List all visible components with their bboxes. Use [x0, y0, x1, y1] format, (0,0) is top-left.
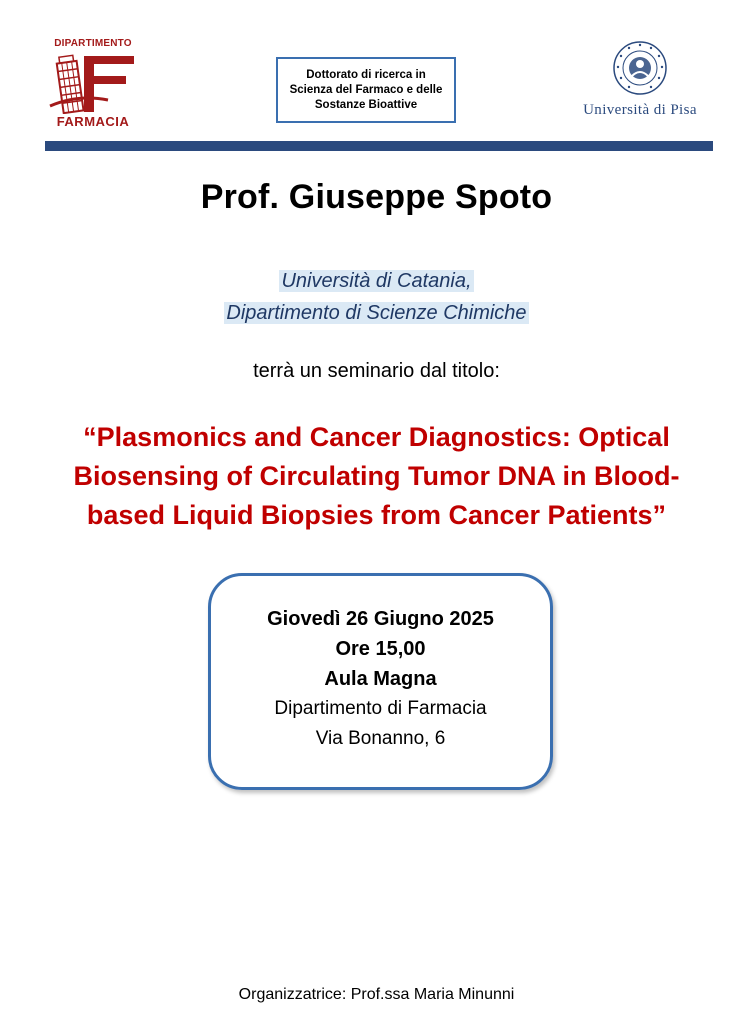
department-logo-top-text: DIPARTIMENTO	[54, 38, 132, 49]
speaker-affiliation-line-2	[0, 302, 753, 325]
seminar-title	[40, 418, 713, 535]
phd-program-box	[276, 57, 456, 123]
speaker-affiliation-line-1	[0, 270, 753, 293]
seminar-title-line-3: based Liquid Biopsies from Cancer Patients”	[86, 500, 667, 530]
university-logo	[565, 40, 715, 125]
department-logo	[38, 38, 148, 130]
speaker-name: Prof. Giuseppe Spoto	[200, 178, 553, 216]
leaning-tower-pharmacy-icon	[48, 50, 138, 114]
university-seal-icon	[612, 40, 668, 96]
affiliation-department: Dipartimento di Scienze Chimiche	[226, 302, 527, 324]
university-name: Università di Pisa	[583, 102, 697, 118]
organizer-text: Organizzatrice: Prof.ssa Maria Minunni	[238, 986, 515, 1003]
event-address: Via Bonanno, 6	[315, 728, 446, 749]
event-department: Dipartimento di Farmacia	[274, 698, 487, 719]
affiliation-university: Università di Catania,	[281, 270, 472, 292]
seminar-title-line-2: Biosensing of Circulating Tumor DNA in Blood-	[73, 461, 680, 491]
phd-line-1: Dottorato di ricerca in	[306, 68, 426, 81]
department-logo-bottom-text: FARMACIA	[56, 114, 130, 129]
event-room: Aula Magna	[324, 668, 437, 690]
intro-text: terrà un seminario dal titolo:	[253, 360, 500, 382]
event-time: Ore 15,00	[335, 638, 426, 660]
phd-line-2: Scienza del Farmaco e delle	[289, 83, 443, 96]
seminar-title-line-1: “Plasmonics and Cancer Diagnostics: Optical	[83, 422, 670, 452]
header-divider	[45, 141, 713, 151]
event-details-box	[208, 573, 553, 790]
event-date: Giovedì 26 Giugno 2025	[267, 608, 494, 630]
phd-line-3: Sostanze Bioattive	[314, 98, 418, 111]
